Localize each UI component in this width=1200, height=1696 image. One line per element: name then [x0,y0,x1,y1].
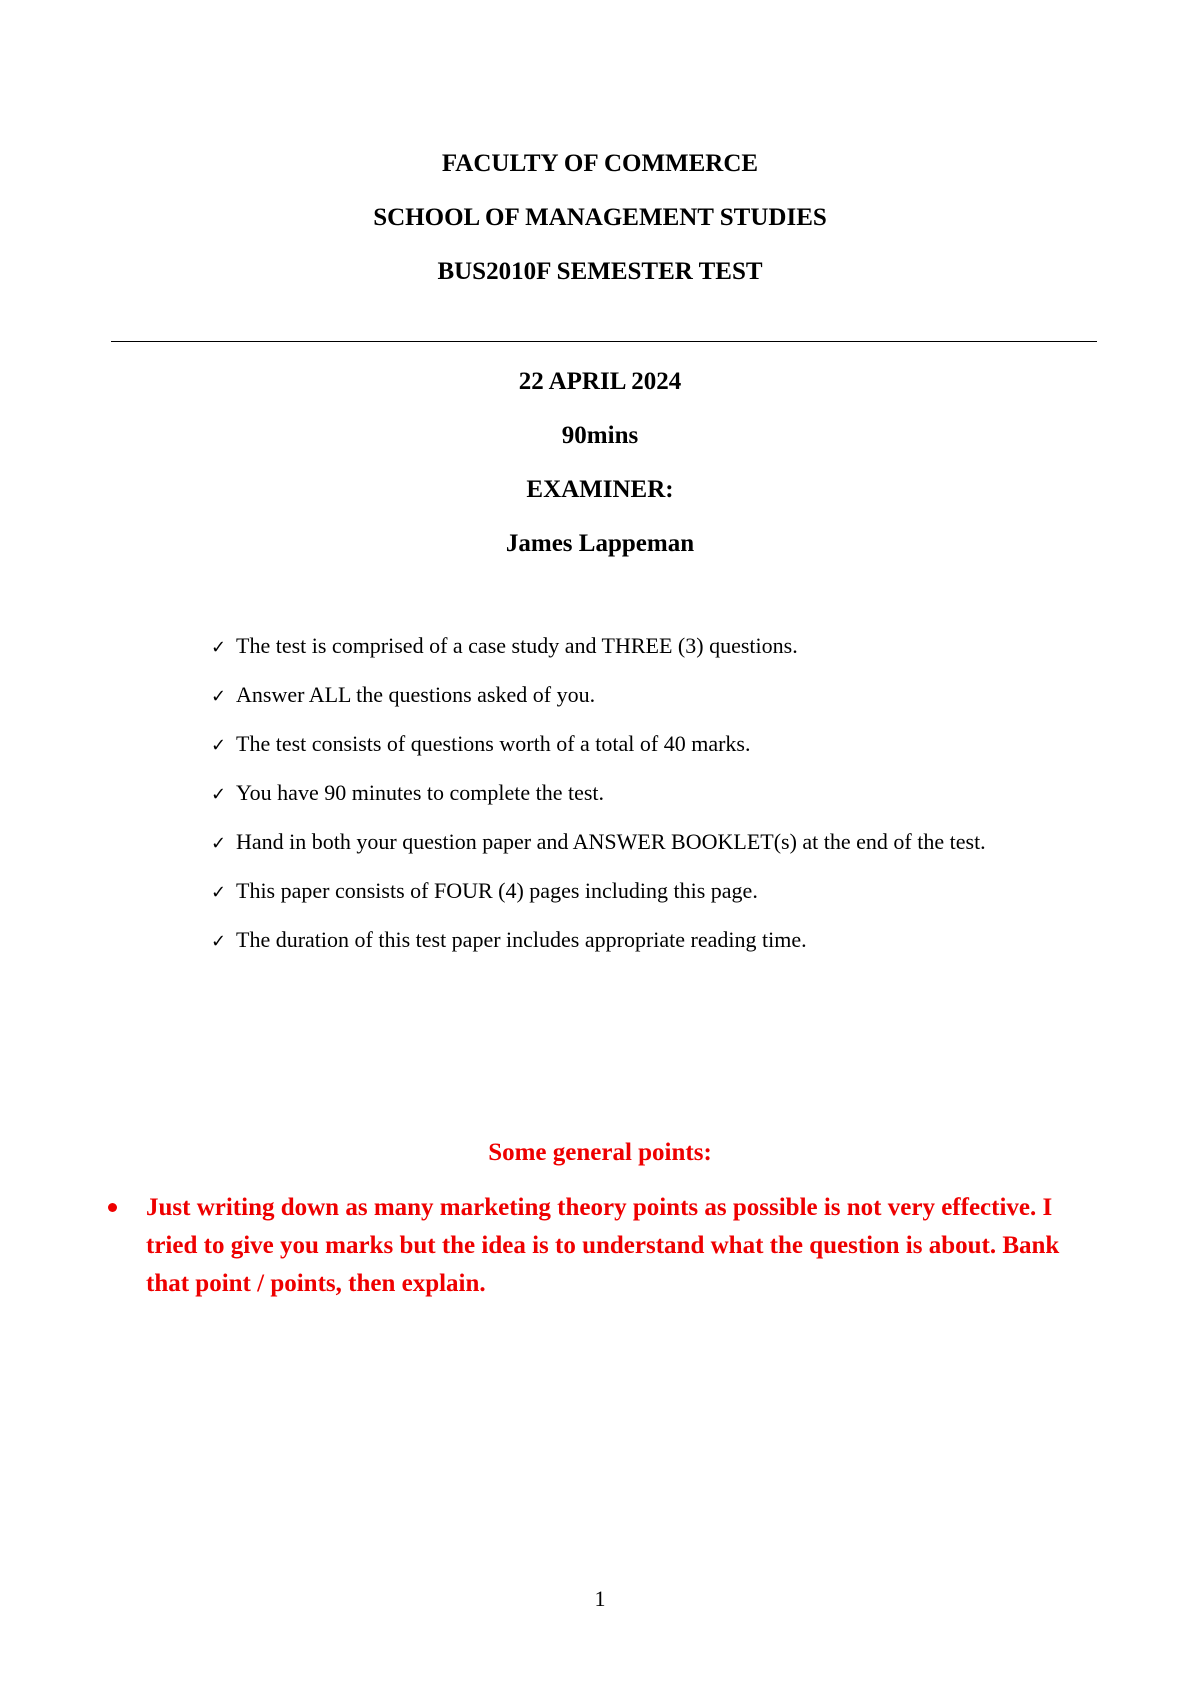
examiner-label: EXAMINER: [526,476,674,503]
check-icon: ✓ [211,931,227,952]
page-number: 1 [594,1586,606,1611]
instruction-text: You have 90 minutes to complete the test. [236,780,605,805]
check-icon: ✓ [211,686,227,707]
check-icon: ✓ [211,637,227,658]
check-icon: ✓ [211,833,227,854]
check-icon: ✓ [211,784,227,805]
instruction-text: This paper consists of FOUR (4) pages including this page. [236,878,758,903]
examiner-name: James Lappeman [505,530,695,557]
general-point-item [108,1189,1068,1303]
general-points-list [108,1189,1068,1303]
check-icon: ✓ [211,882,227,903]
instruction-item [211,779,986,828]
instruction-text: Hand in both your question paper and ANSWER BOOKLET(s) at the end of the test. [236,829,986,854]
bullet-icon [108,1203,117,1212]
test-duration: 90mins [561,422,639,449]
header-divider [111,341,1097,342]
instruction-text: The test is comprised of a case study and THREE (3) questions. [236,633,798,658]
instruction-text: The test consists of questions worth of a total of 40 marks. [236,731,751,756]
instruction-item [211,730,986,779]
check-icon: ✓ [211,735,227,756]
instruction-item [211,877,986,926]
instruction-text: Answer ALL the questions asked of you. [236,682,596,707]
test-date: 22 APRIL 2024 [518,368,682,395]
faculty-heading: FACULTY OF COMMERCE [441,150,759,177]
instruction-item [211,632,986,681]
instruction-text: The duration of this test paper includes appropriate reading time. [236,927,807,952]
test-title: BUS2010F SEMESTER TEST [437,258,763,285]
general-point-text: Just writing down as many marketing theory points as possible is not very effective. I tried to give you marks but the idea is to understand what the question is about. Bank that point / points, then explain. [146,1194,1060,1297]
instruction-item [211,828,986,877]
school-heading: SCHOOL OF MANAGEMENT STUDIES [373,204,827,231]
instruction-item [211,681,986,730]
general-points-heading: Some general points: [488,1139,712,1166]
instruction-item [211,926,986,975]
instructions-list [211,632,986,975]
